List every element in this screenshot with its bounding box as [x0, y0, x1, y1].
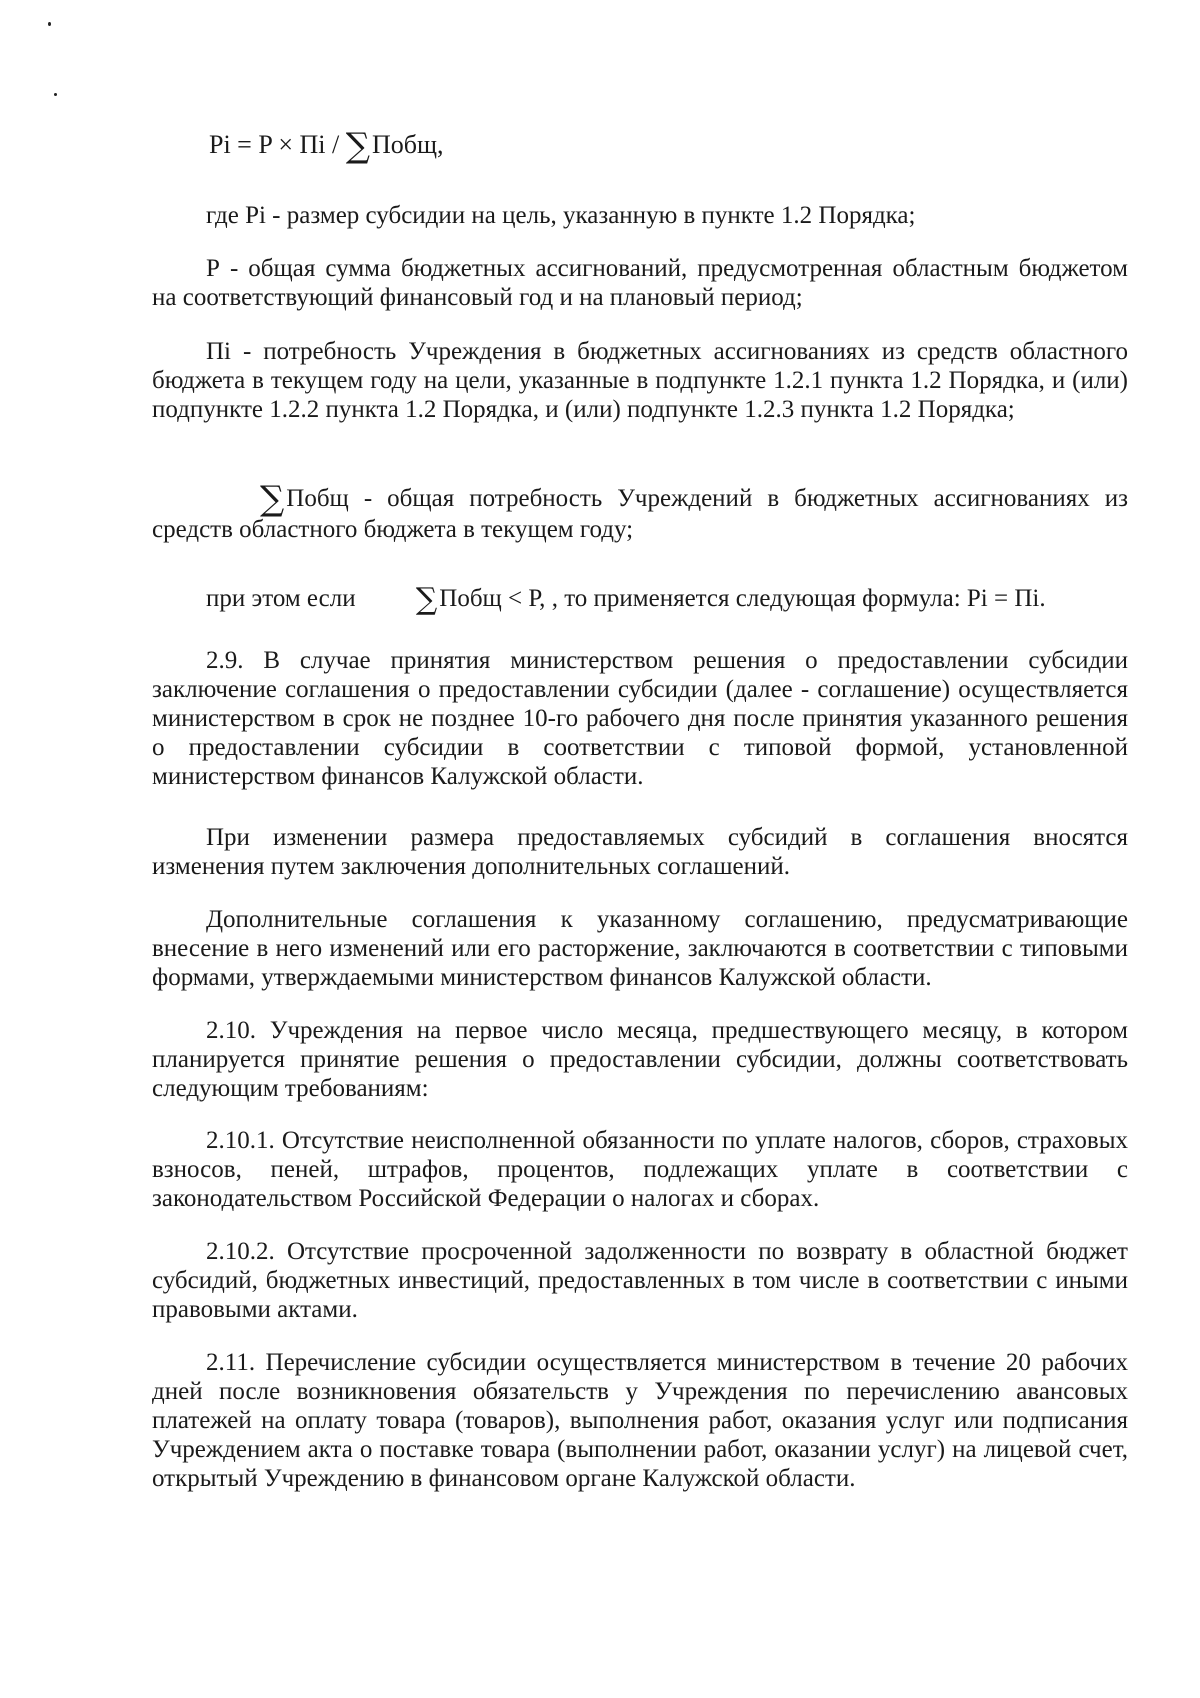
condition-prefix: при этом если — [206, 585, 362, 612]
formula-main — [209, 126, 444, 166]
scan-speck — [48, 22, 51, 26]
formula-tail: Побщ, — [372, 130, 444, 159]
sum-term: Побщ — [286, 485, 349, 512]
sum-text: - общая потребность Учреждений в бюджетных ассигнованиях из средств областного бюджета в текущем году; — [152, 485, 1128, 543]
condition-line — [152, 582, 1128, 617]
paragraph-subsidy-change: При изменении размера предоставляемых субсидий в соглашения вносятся изменения путем заключения дополнительных соглашений. — [152, 824, 1128, 880]
definition-p: Р - общая сумма бюджетных ассигнований, предусмотренная областным бюджетом на соответствующий финансовый год и на плановый период; — [152, 255, 1128, 311]
scan-speck — [54, 93, 57, 96]
sigma-symbol: ∑ — [260, 479, 285, 519]
formula-lhs: Pi = P × Пi / — [209, 130, 346, 159]
definition-pi: где Pi - размер субсидии на цель, указанную в пункте 1.2 Порядка; — [206, 202, 916, 229]
definition-sum — [152, 480, 1128, 545]
paragraph-2-10-1: 2.10.1. Отсутствие неисполненной обязанности по уплате налогов, сборов, страховых взносов, пеней, штрафов, процентов, подлежащих уплате в соответствии с законодательством Российской Федерации о налогах и сборах. — [152, 1127, 1128, 1212]
definition-pi-need: Пi - потребность Учреждения в бюджетных ассигнованиях из средств областного бюджета в текущем году на цели, указанные в подпункте 1.2.1 пункта 1.2 Порядка, и (или) подпункте 1.2.2 пункта 1.2 Порядка, и (или) подпункте 1.2.3 пункта 1.2 Порядка; — [152, 338, 1128, 423]
paragraph-additional-agreements: Дополнительные соглашения к указанному соглашению, предусматривающие внесение в него изменений или его расторжение, заключаются в соответствии с типовыми формами, утверждаемыми министерством финансов Калужской области. — [152, 906, 1128, 991]
paragraph-2-10-2: 2.10.2. Отсутствие просроченной задолженности по возврату в областной бюджет субсидий, бюджетных инвестиций, предоставленных в том числе в соответствии с иными правовыми актами. — [152, 1238, 1128, 1323]
condition-expr: Побщ < Р, — [439, 585, 552, 612]
paragraph-2-11: 2.11. Перечисление субсидии осуществляется министерством в течение 20 рабочих дней после возникновения обязательств у Учреждения по перечислению авансовых платежей на оплату товара (товаров), выполнения работ, оказания услуг или подписания Учреждением акта о поставке товара (выполнении работ, оказании услуг) на лицевой счет, открытый Учреждению в финансовом органе Калужской области. — [152, 1349, 1128, 1492]
sigma-symbol: ∑ — [415, 582, 438, 617]
condition-suffix: , то применяется следующая формула: Pi = Пi. — [551, 585, 1046, 612]
paragraph-2-10: 2.10. Учреждения на первое число месяца, предшествующего месяцу, в котором планируется принятие решения о предоставлении субсидии, должны соответствовать следующим требованиям: — [152, 1017, 1128, 1102]
sigma-symbol: ∑ — [345, 126, 371, 166]
paragraph-2-9: 2.9. В случае принятия министерством решения о предоставлении субсидии заключение соглашения о предоставлении субсидии (далее - соглашение) осуществляется министерством в срок не позднее 10-го рабочего дня после принятия указанного решения о предоставлении субсидии в соответствии с типовой формой, установленной министерством финансов Калужской области. — [152, 647, 1128, 790]
